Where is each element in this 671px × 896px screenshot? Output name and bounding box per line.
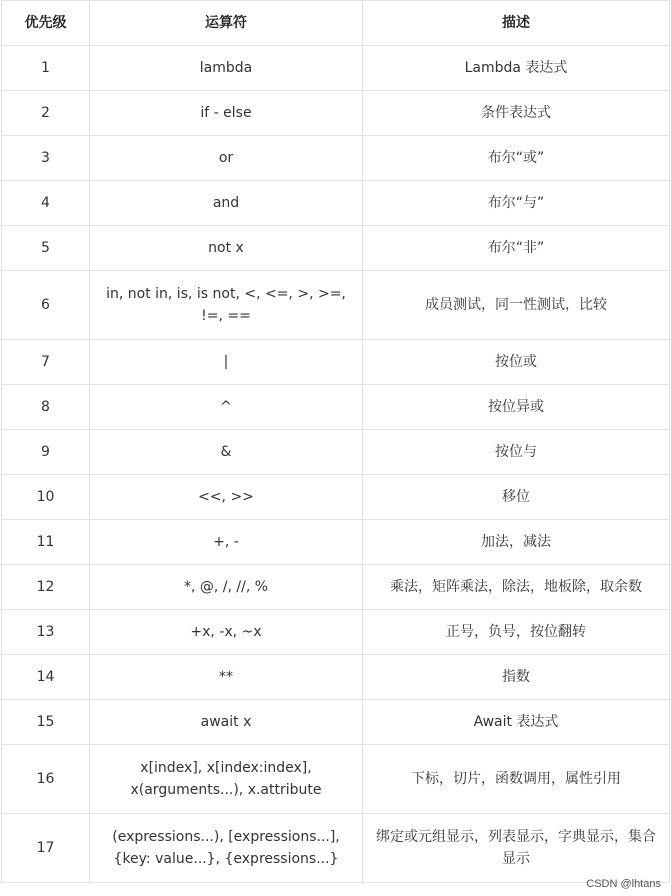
cell-precedence: 13 (2, 610, 90, 655)
table-row (2, 520, 670, 565)
csdn-watermark: CSDN @lhtans (586, 878, 661, 890)
table-row (2, 610, 670, 655)
cell-operator: and (90, 181, 363, 226)
cell-operator: +x, -x, ~x (90, 610, 363, 655)
cell-precedence: 16 (2, 745, 90, 814)
table-row (2, 136, 670, 181)
cell-precedence: 9 (2, 430, 90, 475)
table-row (2, 430, 670, 475)
cell-precedence: 5 (2, 226, 90, 271)
table-row (2, 475, 670, 520)
table-row (2, 814, 670, 883)
table-row (2, 700, 670, 745)
cell-operator: & (90, 430, 363, 475)
cell-operator: | (90, 340, 363, 385)
header-precedence: 优先级 (2, 1, 90, 46)
cell-precedence: 8 (2, 385, 90, 430)
cell-description: 按位异或 (363, 385, 670, 430)
cell-description: 加法，减法 (363, 520, 670, 565)
header-description: 描述 (363, 1, 670, 46)
table-row (2, 46, 670, 91)
cell-operator: <<, >> (90, 475, 363, 520)
table-row (2, 340, 670, 385)
cell-operator: x[index], x[index:index], x(arguments...), x.attribute (90, 745, 363, 814)
cell-precedence: 11 (2, 520, 90, 565)
cell-description: 指数 (363, 655, 670, 700)
table-row (2, 745, 670, 814)
table-header-row (2, 1, 670, 46)
table-row (2, 655, 670, 700)
cell-precedence: 3 (2, 136, 90, 181)
table-row (2, 565, 670, 610)
table-row (2, 91, 670, 136)
cell-precedence: 7 (2, 340, 90, 385)
cell-description: 布尔“或” (363, 136, 670, 181)
cell-description: 条件表达式 (363, 91, 670, 136)
cell-description: 按位或 (363, 340, 670, 385)
cell-precedence: 12 (2, 565, 90, 610)
table-row (2, 181, 670, 226)
cell-precedence: 10 (2, 475, 90, 520)
cell-operator: if - else (90, 91, 363, 136)
cell-description: 布尔“非” (363, 226, 670, 271)
table-row (2, 385, 670, 430)
cell-precedence: 1 (2, 46, 90, 91)
cell-precedence: 2 (2, 91, 90, 136)
cell-precedence: 4 (2, 181, 90, 226)
header-operator: 运算符 (90, 1, 363, 46)
cell-description: 乘法，矩阵乘法，除法，地板除，取余数 (363, 565, 670, 610)
cell-operator: lambda (90, 46, 363, 91)
cell-description: 移位 (363, 475, 670, 520)
cell-operator: or (90, 136, 363, 181)
table-row (2, 271, 670, 340)
cell-precedence: 15 (2, 700, 90, 745)
cell-description: 正号，负号，按位翻转 (363, 610, 670, 655)
cell-description: 按位与 (363, 430, 670, 475)
cell-description: 绑定或元组显示，列表显示，字典显示，集合显示 (363, 814, 670, 883)
table-body (2, 46, 670, 883)
cell-operator: in, not in, is, is not, <, <=, >, >=, !=, == (90, 271, 363, 340)
cell-operator: not x (90, 226, 363, 271)
cell-description: 下标，切片，函数调用，属性引用 (363, 745, 670, 814)
cell-operator: await x (90, 700, 363, 745)
operator-precedence-table (1, 0, 670, 883)
cell-operator: ** (90, 655, 363, 700)
cell-precedence: 6 (2, 271, 90, 340)
cell-precedence: 14 (2, 655, 90, 700)
cell-operator: *, @, /, //, % (90, 565, 363, 610)
cell-operator: (expressions...), [expressions...], {key: value...}, {expressions...} (90, 814, 363, 883)
cell-description: 成员测试，同一性测试，比较 (363, 271, 670, 340)
cell-description: Lambda 表达式 (363, 46, 670, 91)
cell-operator: +, - (90, 520, 363, 565)
cell-description: 布尔“与” (363, 181, 670, 226)
cell-operator: ^ (90, 385, 363, 430)
cell-description: Await 表达式 (363, 700, 670, 745)
table-row (2, 226, 670, 271)
cell-precedence: 17 (2, 814, 90, 883)
